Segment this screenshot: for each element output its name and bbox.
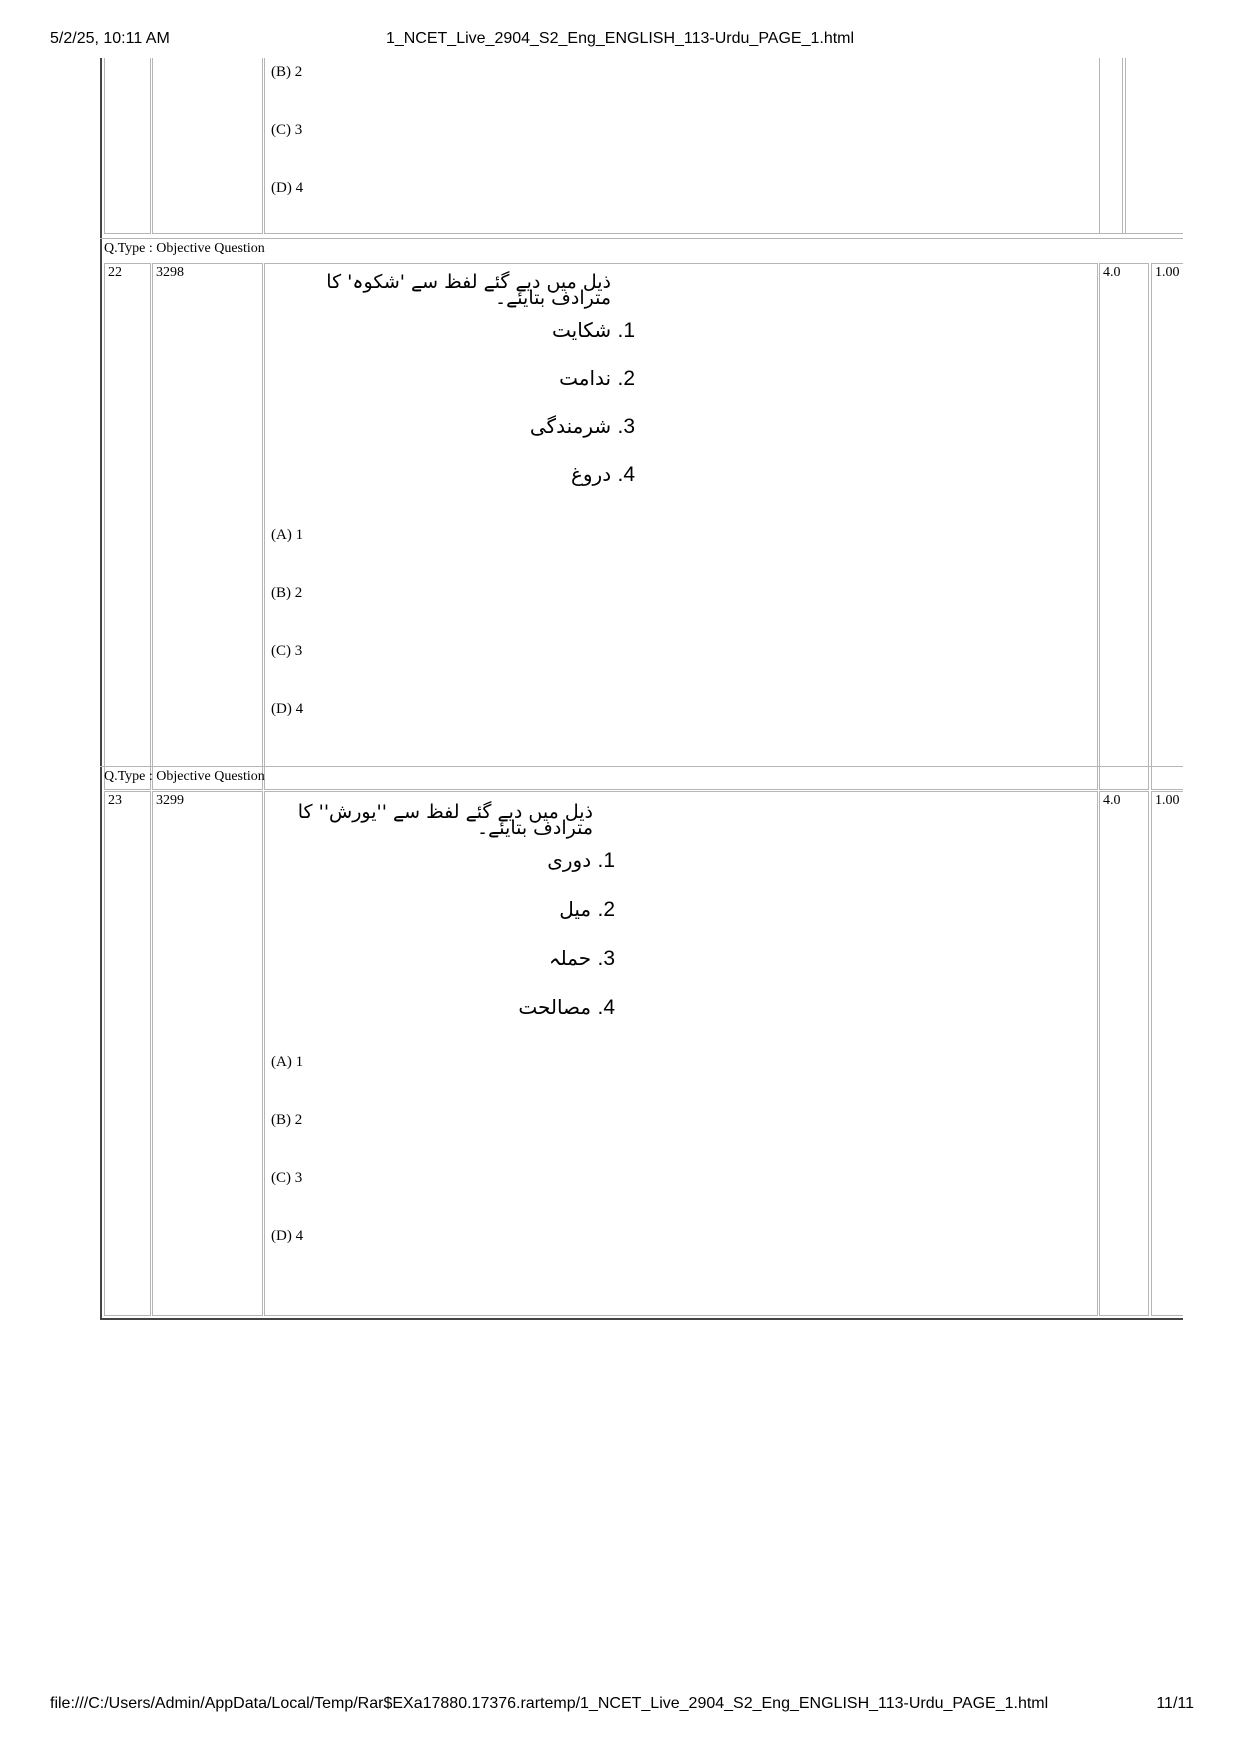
q23-option-a: (A) 1	[271, 1054, 304, 1070]
qtype-label: Q.Type : Objective Question	[104, 241, 265, 256]
q23-marks: 4.0	[1103, 793, 1121, 808]
q22-choice-4-num: 4.	[617, 463, 635, 486]
q22-qid-cell	[152, 263, 263, 790]
q23-qid-cell	[152, 791, 263, 1316]
q22-choice-3-text: شرمندگی	[529, 414, 612, 438]
q23-choice-1-text: دوری	[547, 848, 592, 872]
q23-choice-4-text: مصالحت	[518, 995, 592, 1019]
q23-negative-cell	[1151, 791, 1183, 1316]
q22-sno: 22	[108, 265, 122, 280]
q23-choice-2-text: میل	[559, 897, 592, 921]
prev-option-b: (B) 2	[271, 64, 303, 80]
q23-negative: 1.00	[1155, 793, 1180, 808]
q22-choice-4-text: دروغ	[570, 462, 612, 486]
q22-negative-cell	[1151, 263, 1183, 790]
q22-option-c: (C) 3	[271, 643, 303, 659]
q22-option-b: (B) 2	[271, 585, 303, 601]
q22-choice-1	[465, 318, 635, 342]
q22-marks: 4.0	[1103, 265, 1121, 280]
q23-sno: 23	[108, 793, 122, 808]
q23-choice-1	[445, 848, 615, 872]
q23-qid: 3299	[156, 793, 184, 808]
prev-negative-cell	[1125, 58, 1183, 234]
q23-choice-3-num: 3.	[597, 947, 615, 970]
q23-marks-cell	[1099, 791, 1149, 1316]
prev-sno-cell	[104, 58, 151, 234]
q22-choice-3	[465, 414, 635, 438]
q22-marks-cell	[1099, 263, 1149, 790]
q22-negative: 1.00	[1155, 265, 1180, 280]
q22-choice-2-num: 2.	[617, 367, 635, 390]
prev-option-d: (D) 4	[271, 180, 304, 196]
q23-option-c: (C) 3	[271, 1170, 303, 1186]
print-header	[0, 30, 1240, 54]
q22-choice-1-text: شکایت	[552, 318, 612, 342]
prev-option-c: (C) 3	[271, 122, 303, 138]
q22-choice-3-num: 3.	[617, 415, 635, 438]
q22-question-cell	[264, 263, 1098, 790]
q22-choice-4	[465, 462, 635, 486]
q22-option-d: (D) 4	[271, 701, 304, 717]
q23-choice-4-num: 4.	[597, 996, 615, 1019]
q22-sno-cell	[104, 263, 151, 790]
q23-choice-2-num: 2.	[597, 898, 615, 921]
q22-choice-1-num: 1.	[617, 319, 635, 342]
q23-choice-3-text: حملہ	[548, 946, 592, 970]
q23-question-cell	[264, 791, 1098, 1316]
q23-option-d: (D) 4	[271, 1228, 304, 1244]
prev-question-cell	[264, 58, 1183, 234]
q23-choice-1-num: 1.	[597, 849, 615, 872]
q23-choice-2	[445, 897, 615, 921]
q22-choice-2	[465, 366, 635, 390]
q22-qid: 3298	[156, 265, 184, 280]
qtype-label: Q.Type : Objective Question	[104, 769, 265, 784]
q23-sno-cell	[104, 791, 151, 1316]
row-divider	[100, 766, 1183, 767]
q23-choice-3	[445, 946, 615, 970]
print-datetime: 5/2/25, 10:11 AM	[50, 30, 170, 47]
print-page-number: 11/11	[1156, 1695, 1194, 1712]
print-footer	[0, 1695, 1240, 1719]
q22-choice-2-text: ندامت	[559, 366, 612, 390]
print-title: 1_NCET_Live_2904_S2_Eng_ENGLISH_113-Urdu_PAGE_1.html	[385, 30, 855, 47]
row-divider	[100, 238, 1183, 239]
q23-option-b: (B) 2	[271, 1112, 303, 1128]
prev-qid-cell	[152, 58, 263, 234]
print-file-path: file:///C:/Users/Admin/AppData/Local/Temp/Rar$EXa17880.17376.rartemp/1_NCET_Live_2904_S2_Eng_ENGLISH_113-Urdu_PAGE_1.html	[50, 1695, 1049, 1712]
prev-marks-cell	[1099, 58, 1123, 234]
q22-question-text: ذیل میں دیے گئے لفظ سے 'شکوہ' کا مترادف بتایئے۔	[326, 271, 611, 309]
q23-question-text: ذیل میں دیے گئے لفظ سے ''یورش'' کا مترادف بتایئے۔	[297, 801, 593, 839]
q23-choice-4	[445, 995, 615, 1019]
q22-option-a: (A) 1	[271, 527, 304, 543]
question-table	[100, 58, 1183, 1320]
